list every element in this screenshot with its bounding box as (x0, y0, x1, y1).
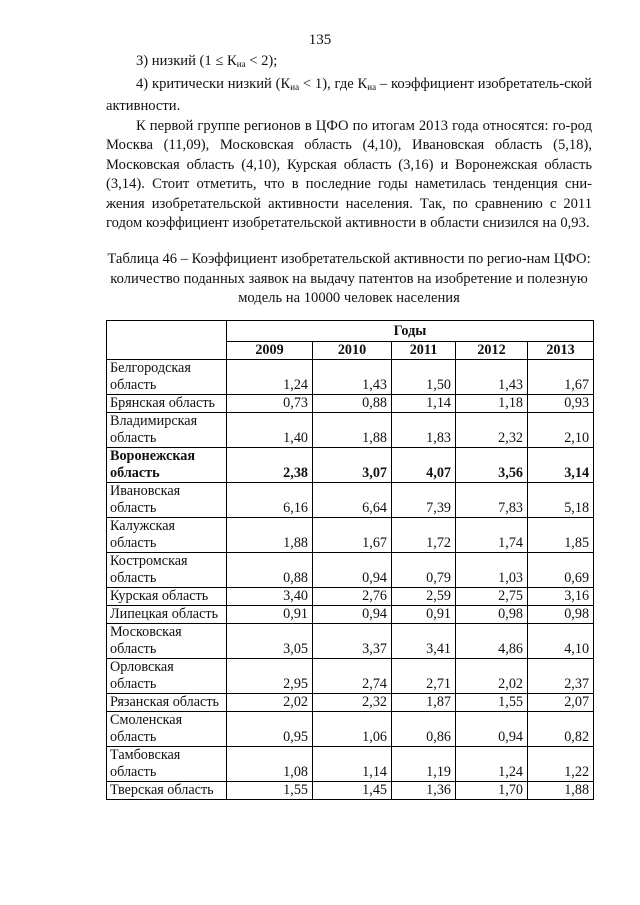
value-cell: 2,76 (313, 588, 392, 606)
table-row (107, 483, 594, 518)
value-cell: 0,69 (528, 553, 594, 588)
region-cell: Костромская область (107, 553, 227, 588)
value-cell: 1,55 (227, 782, 313, 800)
value-cell: 2,38 (227, 448, 313, 483)
region-cell: Тверская область (107, 782, 227, 800)
value-cell: 4,07 (392, 448, 456, 483)
value-cell: 2,02 (456, 659, 528, 694)
value-cell: 1,14 (392, 395, 456, 413)
list-item-low: 3) низкий $(1 \le К_{иа} < 2)$; (136, 53, 278, 69)
region-cell: Смоленская область (107, 712, 227, 747)
value-cell: 2,02 (227, 694, 313, 712)
region-cell: Ивановская область (107, 483, 227, 518)
table-row (107, 448, 594, 483)
year-header: 2013 (528, 342, 594, 360)
value-cell: 1,88 (528, 782, 594, 800)
value-cell: 1,24 (456, 747, 528, 782)
value-cell: 1,18 (456, 395, 528, 413)
value-cell: 1,03 (456, 553, 528, 588)
value-cell: 1,43 (456, 360, 528, 395)
value-cell: 4,10 (528, 624, 594, 659)
value-cell: 1,55 (456, 694, 528, 712)
value-cell: 7,39 (392, 483, 456, 518)
table-header-row (107, 321, 594, 342)
data-table (106, 320, 594, 800)
table-row (107, 518, 594, 553)
value-cell: 0,91 (392, 606, 456, 624)
value-cell: 0,79 (392, 553, 456, 588)
value-cell: 0,98 (528, 606, 594, 624)
value-cell: 1,19 (392, 747, 456, 782)
value-cell: 2,95 (227, 659, 313, 694)
table-row (107, 694, 594, 712)
table-caption: Таблица 46 – Коэффициент изобретательской активности по регио-нам ЦФО: количество поданных заявок на выдачу патентов на изобретение и полезную модель на 10000 человек населения (107, 251, 591, 306)
table-row (107, 782, 594, 800)
table-row (107, 659, 594, 694)
value-cell: 2,32 (456, 413, 528, 448)
table-row (107, 588, 594, 606)
value-cell: 2,59 (392, 588, 456, 606)
value-cell: 1,87 (392, 694, 456, 712)
region-cell: Белгородская область (107, 360, 227, 395)
region-cell: Московская область (107, 624, 227, 659)
value-cell: 1,43 (313, 360, 392, 395)
table-row (107, 747, 594, 782)
year-header: 2012 (456, 342, 528, 360)
year-header: 2011 (392, 342, 456, 360)
region-cell: Курская область (107, 588, 227, 606)
value-cell: 4,86 (456, 624, 528, 659)
value-cell: 1,70 (456, 782, 528, 800)
value-cell: 1,24 (227, 360, 313, 395)
value-cell: 0,94 (313, 606, 392, 624)
table-row (107, 360, 594, 395)
value-cell: 1,85 (528, 518, 594, 553)
value-cell: 1,88 (227, 518, 313, 553)
region-cell: Тамбовская область (107, 747, 227, 782)
value-cell: 0,94 (313, 553, 392, 588)
value-cell: 2,32 (313, 694, 392, 712)
value-cell: 3,14 (528, 448, 594, 483)
value-cell: 3,05 (227, 624, 313, 659)
value-cell: 2,10 (528, 413, 594, 448)
body-text (106, 52, 592, 234)
table-group-header: Годы (227, 321, 594, 342)
region-cell: Калужская область (107, 518, 227, 553)
value-cell: 0,95 (227, 712, 313, 747)
value-cell: 3,56 (456, 448, 528, 483)
table-row (107, 413, 594, 448)
value-cell: 1,72 (392, 518, 456, 553)
value-cell: 1,88 (313, 413, 392, 448)
value-cell: 0,91 (227, 606, 313, 624)
value-cell: 1,40 (227, 413, 313, 448)
value-cell: 3,07 (313, 448, 392, 483)
region-cell: Воронежская область (107, 448, 227, 483)
value-cell: 6,64 (313, 483, 392, 518)
value-cell: 2,74 (313, 659, 392, 694)
value-cell: 0,82 (528, 712, 594, 747)
value-cell: 0,86 (392, 712, 456, 747)
table-corner-cell (107, 321, 227, 360)
value-cell: 2,37 (528, 659, 594, 694)
value-cell: 3,16 (528, 588, 594, 606)
table-row (107, 624, 594, 659)
table-row (107, 553, 594, 588)
value-cell: 6,16 (227, 483, 313, 518)
page-number: 135 (308, 32, 332, 48)
value-cell: 2,07 (528, 694, 594, 712)
value-cell: 1,36 (392, 782, 456, 800)
region-cell: Липецкая область (107, 606, 227, 624)
value-cell: 0,88 (313, 395, 392, 413)
value-cell: 5,18 (528, 483, 594, 518)
value-cell: 2,71 (392, 659, 456, 694)
value-cell: 3,37 (313, 624, 392, 659)
value-cell: 3,41 (392, 624, 456, 659)
value-cell: 1,50 (392, 360, 456, 395)
value-cell: 1,83 (392, 413, 456, 448)
value-cell: 1,22 (528, 747, 594, 782)
year-header: 2009 (227, 342, 313, 360)
value-cell: 3,40 (227, 588, 313, 606)
region-cell: Рязанская область (107, 694, 227, 712)
table-row (107, 606, 594, 624)
region-cell: Владимирская область (107, 413, 227, 448)
table-row (107, 395, 594, 413)
value-cell: 1,08 (227, 747, 313, 782)
value-cell: 7,83 (456, 483, 528, 518)
value-cell: 1,14 (313, 747, 392, 782)
region-cell: Брянская область (107, 395, 227, 413)
value-cell: 1,06 (313, 712, 392, 747)
value-cell: 0,73 (227, 395, 313, 413)
value-cell: 1,67 (313, 518, 392, 553)
value-cell: 2,75 (456, 588, 528, 606)
year-header: 2010 (313, 342, 392, 360)
value-cell: 0,93 (528, 395, 594, 413)
value-cell: 1,74 (456, 518, 528, 553)
region-cell: Орловская область (107, 659, 227, 694)
list-item-critical: 4) критически низкий $(К_{иа} < 1)$, где $К_{иа}$ – коэффициент изобретатель-ской активности. (106, 75, 592, 114)
value-cell: 1,45 (313, 782, 392, 800)
value-cell: 0,98 (456, 606, 528, 624)
paragraph: К первой группе регионов в ЦФО по итогам 2013 года относятся: го-род Москва (11,09), Московская область (4,10), Ивановская область (5,18), Московская область (4,10), Курская область (3,16) и Воронежская область (3,14). Стоит отметить, что в последние годы наметилась тенденция сни-жения изобретательской активности населения. Так, по сравнению с 2011 годом коэффициент изобретательской активности в области снизился на 0,93. (106, 117, 592, 231)
value-cell: 1,67 (528, 360, 594, 395)
value-cell: 0,94 (456, 712, 528, 747)
table-row (107, 712, 594, 747)
value-cell: 0,88 (227, 553, 313, 588)
